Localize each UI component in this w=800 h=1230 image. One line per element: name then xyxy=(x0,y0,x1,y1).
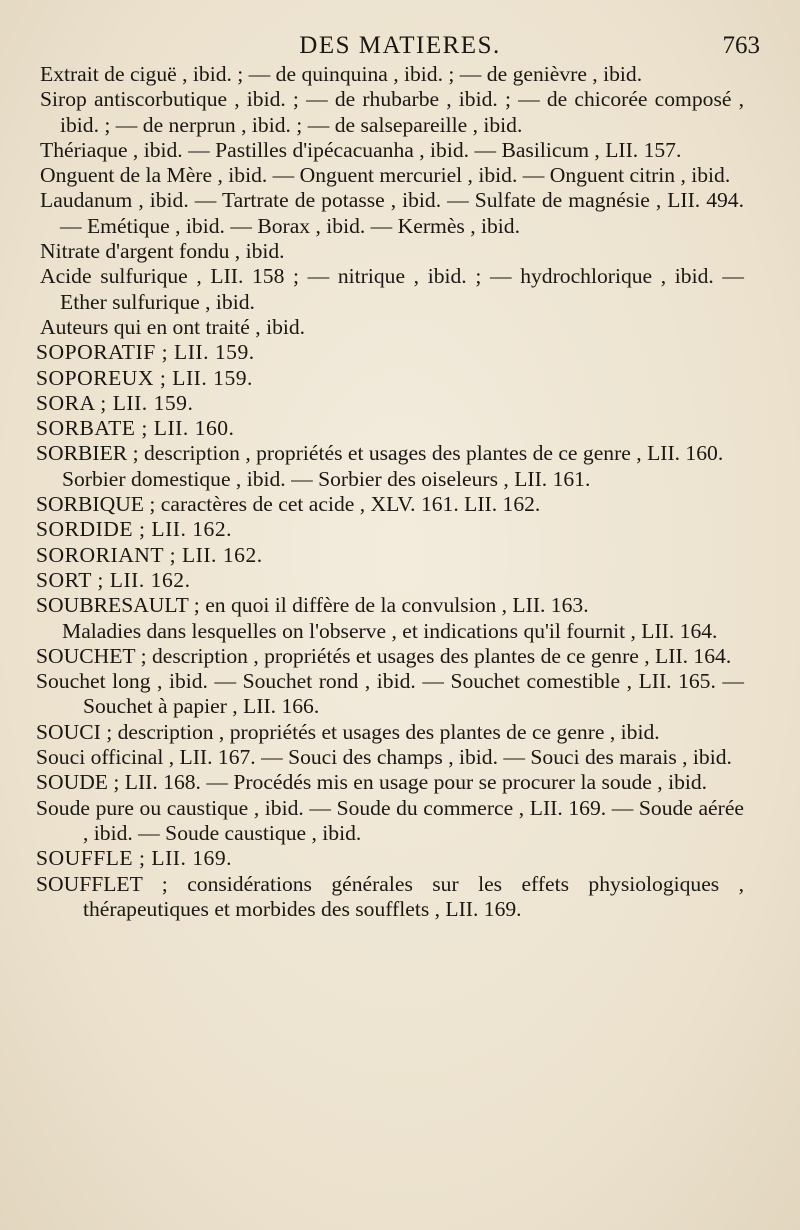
index-entry: Nitrate d'argent fondu , ibid. xyxy=(40,239,285,264)
index-entry: Soude pure ou caustique , ibid. — Soude du commerce , LII. 169. — Soude aérée , ibid. — Soude caustique , ibid. xyxy=(36,795,744,845)
index-entry: Thériaque , ibid. — Pastilles d'ipécacuanha , ibid. — Basilicum , LII. 157. xyxy=(40,137,682,162)
index-headword: SORBIER ; description , propriétés et usages des plantes de ce genre , LII. 160. xyxy=(36,441,724,466)
index-headword: SORORIANT ; LII. 162. xyxy=(36,542,263,567)
index-headword: SORBIQUE ; caractères de cet acide , XLV. 161. LII. 162. xyxy=(36,492,541,517)
index-entry: Sorbier domestique , ibid. — Sorbier des oiseleurs , LII. 161. xyxy=(62,466,591,491)
index-entry: Laudanum , ibid. — Tartrate de potasse , ibid. — Sulfate de magnésie , LII. 494. — Emétique , ibid. — Borax , ibid. — Kermès , ibid. xyxy=(40,188,744,238)
index-entry: Maladies dans lesquelles on l'observe , et indications qu'il fournit , LII. 164. xyxy=(62,618,718,643)
index-column xyxy=(36,62,744,922)
index-headword: SORBATE ; LII. 160. xyxy=(36,416,235,441)
index-headword: SOUDE ; LII. 168. — Procédés mis en usage pour se procurer la soude , ibid. xyxy=(36,770,708,795)
running-title: DES MATIERES. xyxy=(299,32,501,59)
index-entry: Acide sulfurique , LII. 158 ; — nitrique , ibid. ; — hydrochlorique , ibid. — Ether sulfurique , ibid. xyxy=(40,264,744,314)
page-header xyxy=(40,32,760,66)
index-headword: SOUFFLE ; LII. 169. xyxy=(36,846,233,871)
index-headword: SOUBRESAULT ; en quoi il diffère de la convulsion , LII. 163. xyxy=(36,593,589,618)
index-headword: SOUFFLET ; considérations générales sur les effets physiologiques , thérapeutiques et morbides des soufflets , LII. 169. xyxy=(36,871,744,921)
index-headword: SOUCHET ; description , propriétés et usages des plantes de ce genre , LII. 164. xyxy=(36,643,732,668)
index-headword: SOUCI ; description , propriétés et usages des plantes de ce genre , ibid. xyxy=(36,719,660,744)
index-entry: Souchet long , ibid. — Souchet rond , ibid. — Souchet comestible , LII. 165. — Souchet à papier , LII. 166. xyxy=(36,669,744,719)
index-headword: SORA ; LII. 159. xyxy=(36,390,194,415)
index-headword: SORT ; LII. 162. xyxy=(36,567,191,592)
index-headword: SOPORATIF ; LII. 159. xyxy=(36,340,255,365)
index-entry: Onguent de la Mère , ibid. — Onguent mercuriel , ibid. — Onguent citrin , ibid. xyxy=(40,163,731,188)
index-entry: Extrait de ciguë , ibid. ; — de quinquina , ibid. ; — de genièvre , ibid. xyxy=(40,62,643,86)
index-entry: Auteurs qui en ont traité , ibid. xyxy=(40,314,306,339)
index-headword: SORDIDE ; LII. 162. xyxy=(36,517,233,542)
index-entry: Sirop antiscorbutique , ibid. ; — de rhubarbe , ibid. ; — de chicorée composé , ibid. ; — de nerprun , ibid. ; — de salsepareille , ibid. xyxy=(40,87,744,137)
index-entry: Souci officinal , LII. 167. — Souci des champs , ibid. — Souci des marais , ibid. xyxy=(36,745,732,770)
index-headword: SOPOREUX ; LII. 159. xyxy=(36,365,253,390)
page-number: 763 xyxy=(722,32,760,59)
